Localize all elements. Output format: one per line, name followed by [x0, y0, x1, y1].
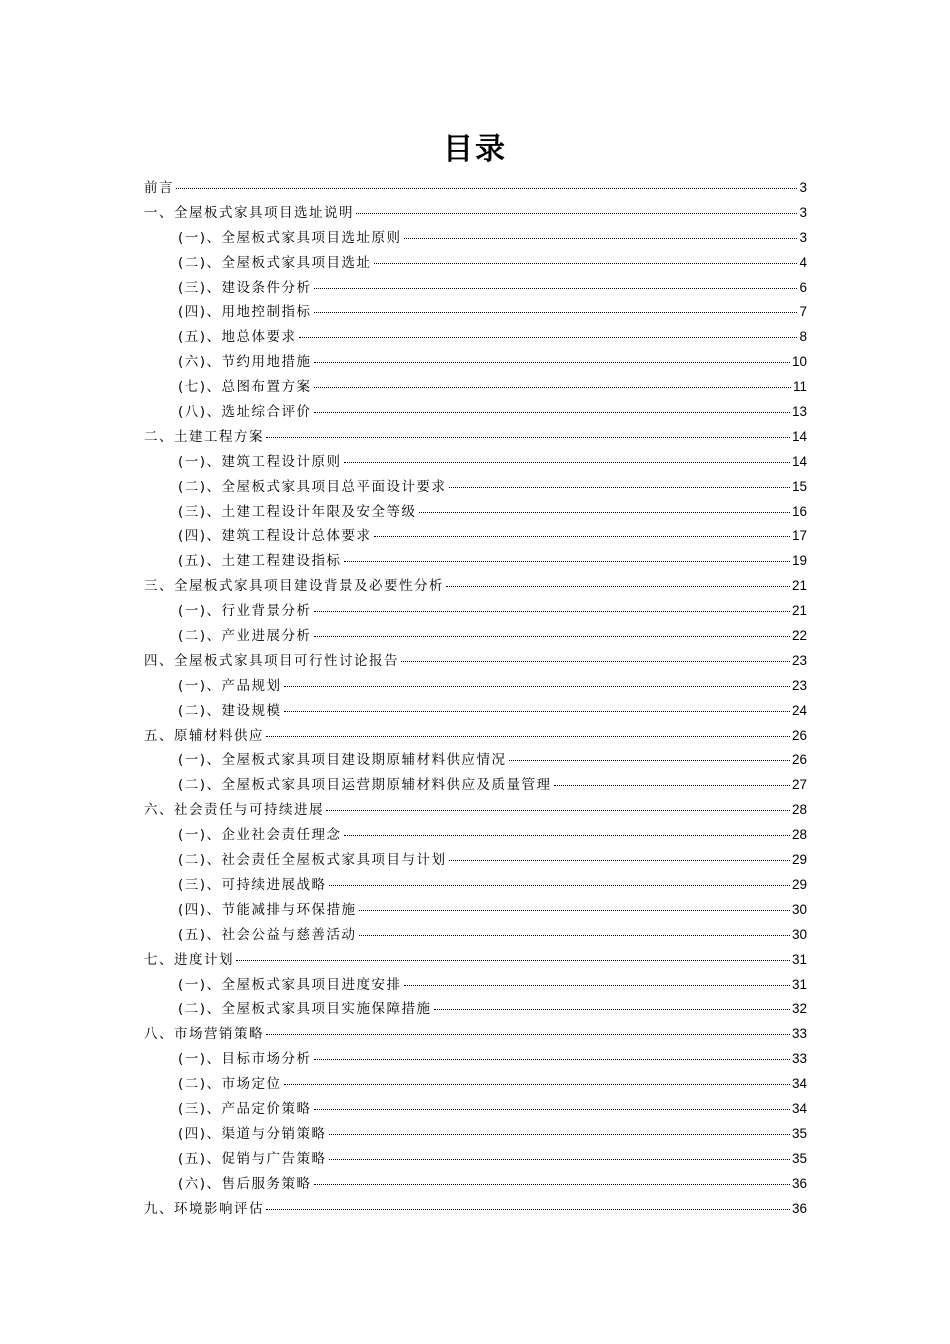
toc-chapter-entry[interactable] [144, 948, 807, 973]
table-of-contents [144, 176, 807, 1221]
toc-page-number: 26 [791, 727, 807, 743]
toc-page-number: 27 [791, 777, 807, 793]
toc-entry-label: (一)、企业社会责任理念 [178, 827, 342, 844]
toc-dot-leader [314, 635, 790, 637]
toc-entry-label: (三)、可持续进展战略 [178, 876, 327, 893]
toc-dot-leader [314, 287, 798, 289]
toc-dot-leader [329, 1158, 790, 1160]
toc-page-number: 29 [791, 852, 807, 868]
toc-dot-leader [314, 1058, 790, 1060]
toc-entry-label: (五)、社会公益与慈善活动 [178, 926, 357, 943]
toc-page-number: 8 [799, 329, 807, 345]
toc-dot-leader [344, 834, 790, 836]
toc-entry-label: (五)、地总体要求 [178, 329, 297, 346]
toc-entry-label: 六、社会责任与可持续进展 [144, 802, 324, 819]
toc-section-entry[interactable] [144, 1147, 807, 1172]
toc-chapter-entry[interactable] [144, 176, 807, 201]
toc-entry-label: 八、市场营销策略 [144, 1026, 264, 1043]
toc-section-entry[interactable] [144, 375, 807, 400]
toc-dot-leader [434, 1008, 790, 1010]
toc-dot-leader [176, 187, 797, 189]
toc-page-number: 23 [791, 677, 807, 693]
toc-page-number: 30 [791, 901, 807, 917]
toc-section-entry[interactable] [144, 276, 807, 301]
toc-entry-label: (七)、总图布置方案 [178, 379, 312, 396]
toc-dot-leader [419, 511, 790, 513]
toc-section-entry[interactable] [144, 997, 807, 1022]
toc-page-number: 24 [791, 702, 807, 718]
toc-entry-label: (二)、建设规模 [178, 702, 282, 719]
toc-entry-label: (二)、全屋板式家具项目实施保障措施 [178, 1001, 432, 1018]
toc-dot-leader [314, 610, 790, 612]
toc-dot-leader [401, 660, 790, 662]
toc-dot-leader [266, 735, 790, 737]
toc-section-entry[interactable] [144, 350, 807, 375]
toc-section-entry[interactable] [144, 1047, 807, 1072]
toc-chapter-entry[interactable] [144, 798, 807, 823]
toc-page-number: 3 [799, 180, 807, 195]
toc-entry-label: (一)、行业背景分析 [178, 603, 312, 620]
toc-dot-leader [449, 486, 790, 488]
toc-entry-label: (一)、全屋板式家具项目选址原则 [178, 229, 402, 246]
toc-entry-label: (四)、用地控制指标 [178, 304, 312, 321]
toc-dot-leader [314, 1183, 790, 1185]
toc-dot-leader [314, 361, 790, 363]
toc-dot-leader [284, 710, 790, 712]
toc-page-number: 30 [791, 926, 807, 942]
toc-page-number: 29 [791, 876, 807, 892]
toc-page-number: 28 [791, 802, 807, 818]
toc-dot-leader [299, 336, 798, 338]
toc-page-number: 14 [791, 453, 807, 469]
toc-entry-label: (三)、产品定价策略 [178, 1100, 312, 1117]
toc-section-entry[interactable] [144, 823, 807, 848]
toc-entry-label: (一)、建筑工程设计原则 [178, 453, 342, 470]
toc-entry-label: 一、全屋板式家具项目选址说明 [144, 204, 354, 221]
toc-page-number: 36 [791, 1200, 807, 1216]
toc-section-entry[interactable] [144, 699, 807, 724]
toc-chapter-entry[interactable] [144, 201, 807, 226]
toc-entry-label: (六)、售后服务策略 [178, 1175, 312, 1192]
toc-dot-leader [314, 311, 798, 313]
toc-section-entry[interactable] [144, 549, 807, 574]
toc-dot-leader [236, 959, 790, 961]
toc-section-entry[interactable] [144, 624, 807, 649]
toc-page-number: 35 [791, 1125, 807, 1141]
toc-entry-label: 三、全屋板式家具项目建设背景及必要性分析 [144, 578, 444, 595]
toc-entry-label: (四)、建筑工程设计总体要求 [178, 528, 372, 545]
toc-entry-label: (三)、土建工程设计年限及安全等级 [178, 503, 417, 520]
toc-section-entry[interactable] [144, 1072, 807, 1097]
toc-entry-label: (四)、渠道与分销策略 [178, 1125, 327, 1142]
toc-chapter-entry[interactable] [144, 425, 807, 450]
toc-entry-label: (八)、选址综合评价 [178, 404, 312, 421]
toc-section-entry[interactable] [144, 300, 807, 325]
toc-entry-label: (一)、全屋板式家具项目进度安排 [178, 976, 402, 993]
toc-dot-leader [344, 560, 790, 562]
toc-dot-leader [356, 212, 797, 214]
toc-entry-label: (二)、全屋板式家具项目选址 [178, 254, 372, 271]
toc-dot-leader [509, 759, 790, 761]
toc-page-number: 10 [791, 354, 807, 370]
toc-dot-leader [554, 784, 790, 786]
toc-page-number: 34 [791, 1076, 807, 1092]
toc-dot-leader [329, 884, 790, 886]
toc-section-entry[interactable] [144, 748, 807, 773]
toc-entry-label: 四、全屋板式家具项目可行性讨论报告 [144, 652, 399, 669]
toc-section-entry[interactable] [144, 599, 807, 624]
toc-entry-label: (二)、社会责任全屋板式家具项目与计划 [178, 852, 447, 869]
toc-page-number: 28 [791, 827, 807, 843]
toc-dot-leader [266, 1033, 790, 1035]
toc-page-number: 11 [792, 379, 807, 395]
toc-page-number: 4 [799, 254, 807, 270]
toc-page-number: 21 [791, 578, 807, 594]
toc-section-entry[interactable] [144, 400, 807, 425]
toc-page-number: 17 [791, 528, 807, 544]
toc-entry-label: 前言 [144, 180, 174, 196]
toc-section-entry[interactable] [144, 1097, 807, 1122]
toc-section-entry[interactable] [144, 500, 807, 525]
toc-page-number: 32 [791, 1001, 807, 1017]
toc-entry-label: 七、进度计划 [144, 951, 234, 968]
toc-page-number: 16 [791, 503, 807, 519]
toc-page-number: 33 [791, 1051, 807, 1067]
toc-dot-leader [374, 262, 798, 264]
toc-dot-leader [329, 1133, 790, 1135]
toc-entry-label: 五、原辅材料供应 [144, 727, 264, 744]
toc-page-number: 33 [791, 1026, 807, 1042]
toc-page-number: 31 [791, 951, 807, 967]
toc-dot-leader [314, 411, 790, 413]
toc-section-entry[interactable] [144, 873, 807, 898]
toc-dot-leader [266, 1208, 790, 1210]
toc-entry-label: (五)、促销与广告策略 [178, 1150, 327, 1167]
toc-section-entry[interactable] [144, 898, 807, 923]
toc-entry-label: (一)、目标市场分析 [178, 1051, 312, 1068]
toc-page-number: 35 [791, 1150, 807, 1166]
toc-entry-label: (二)、全屋板式家具项目运营期原辅材料供应及质量管理 [178, 777, 552, 794]
toc-page-number: 36 [791, 1175, 807, 1191]
toc-entry-label: (六)、节约用地措施 [178, 354, 312, 371]
toc-page-number: 34 [791, 1100, 807, 1116]
toc-dot-leader [344, 461, 790, 463]
toc-section-entry[interactable] [144, 226, 807, 251]
toc-dot-leader [314, 386, 791, 388]
toc-entry-label: 二、土建工程方案 [144, 428, 264, 445]
toc-page-number: 15 [791, 478, 807, 494]
toc-dot-leader [404, 237, 798, 239]
toc-chapter-entry[interactable] [144, 1197, 807, 1222]
toc-entry-label: (一)、产品规划 [178, 677, 282, 694]
toc-page-number: 6 [799, 279, 807, 295]
toc-section-entry[interactable] [144, 251, 807, 276]
toc-dot-leader [359, 909, 790, 911]
toc-chapter-entry[interactable] [144, 724, 807, 749]
toc-dot-leader [446, 585, 790, 587]
toc-dot-leader [359, 934, 790, 936]
toc-section-entry[interactable] [144, 923, 807, 948]
toc-entry-label: (一)、全屋板式家具项目建设期原辅材料供应情况 [178, 752, 507, 769]
toc-page-number: 31 [791, 976, 807, 992]
toc-section-entry[interactable] [144, 475, 807, 500]
toc-dot-leader [326, 809, 790, 811]
toc-section-entry[interactable] [144, 973, 807, 998]
toc-dot-leader [404, 984, 790, 986]
toc-page-number: 22 [791, 628, 807, 644]
toc-section-entry[interactable] [144, 524, 807, 549]
toc-entry-label: (二)、全屋板式家具项目总平面设计要求 [178, 478, 447, 495]
toc-dot-leader [314, 1108, 790, 1110]
toc-chapter-entry[interactable] [144, 574, 807, 599]
toc-chapter-entry[interactable] [144, 1022, 807, 1047]
toc-page-number: 19 [791, 553, 807, 569]
toc-entry-label: (二)、产业进展分析 [178, 628, 312, 645]
page-title: 目录 [443, 132, 507, 167]
toc-section-entry[interactable] [144, 773, 807, 798]
toc-entry-label: (五)、土建工程建设指标 [178, 553, 342, 570]
toc-dot-leader [284, 1083, 790, 1085]
toc-section-entry[interactable] [144, 325, 807, 350]
toc-section-entry[interactable] [144, 1172, 807, 1197]
toc-entry-label: (二)、市场定位 [178, 1076, 282, 1093]
toc-dot-leader [449, 859, 790, 861]
toc-page-number: 14 [791, 428, 807, 444]
toc-dot-leader [374, 535, 790, 537]
toc-page-number: 7 [799, 304, 807, 320]
toc-entry-label: (三)、建设条件分析 [178, 279, 312, 296]
toc-dot-leader [284, 685, 790, 687]
toc-entry-label: (四)、节能减排与环保措施 [178, 901, 357, 918]
toc-section-entry[interactable] [144, 450, 807, 475]
toc-section-entry[interactable] [144, 1122, 807, 1147]
toc-page-number: 23 [791, 652, 807, 668]
toc-section-entry[interactable] [144, 848, 807, 873]
toc-page-number: 13 [791, 404, 807, 420]
toc-section-entry[interactable] [144, 674, 807, 699]
toc-page-number: 3 [799, 204, 807, 220]
toc-page-number: 26 [791, 752, 807, 768]
toc-dot-leader [266, 436, 790, 438]
toc-page-number: 21 [791, 603, 807, 619]
toc-entry-label: 九、环境影响评估 [144, 1200, 264, 1217]
toc-chapter-entry[interactable] [144, 649, 807, 674]
toc-page-number: 3 [799, 229, 807, 245]
